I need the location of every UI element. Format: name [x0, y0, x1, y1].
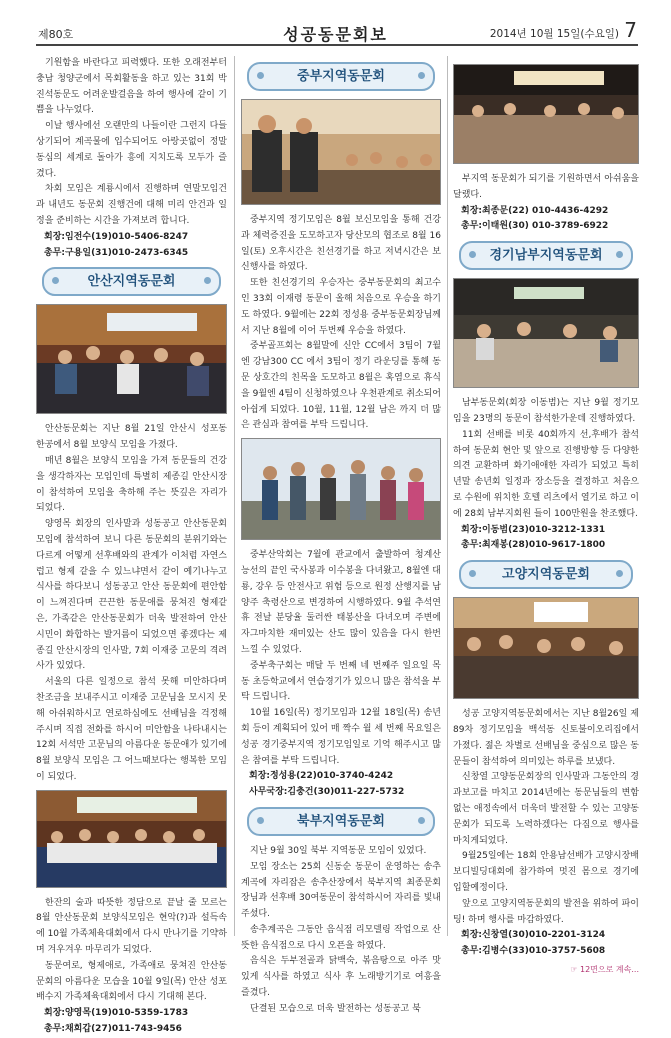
article-paragraph: 모임 장소는 25회 신동순 동문이 운영하는 송추계곡에 자리잡은 송추산장에서 북부지역 최종문회장님과 선후배 30여동문이 참석하시어 자리를 빛내주셨다. — [241, 861, 441, 920]
article-paragraph: 중부지역 정기모임은 8월 보신모임을 통해 건강과 체력증진을 도모하고자 당산모의 협조로 8월 16일(토) 오후시간은 친선경기를 하고 저녁시간은 보신행사를 하였다. — [241, 215, 441, 273]
contact-line: 사무국장:김충건(30)011-227-5732 — [249, 787, 405, 798]
article-paragraph: 부지역 동문회가 되기를 기원하면서 아쉬움을 달랬다. — [453, 174, 639, 200]
column-3 — [453, 56, 639, 975]
article-paragraph: 중부산악회는 7월에 관교에서 출발하여 청계산 능선의 끝인 국사봉과 이수봉을 다녀왔고, 8월엔 대룡, 강우 등 안전사고 위험 등으로 원정 산행지를 남양주 축령산으로 변경하여 시행하였다. 9월 추석연휴 전날 분당율 둘러싼 태봉산을 다녀오며 주변에 자그마치한 재미있는 산도 많이 있음을 다시 한번 느낄 수 있었다. — [241, 550, 441, 655]
article-paragraph: 양영목 회장의 인사말과 성동공고 안산동문회 모임에 참석하여 보니 다른 동문회의 분위기와는 다르게 어떻게 선후배와의 관계가 이처럼 자연스럽고 형제 같을 수 있느냐면서 같이 예기나누고 식사를 하다보니 성동공고 안산 동문회에 편안함이 느껴진다며 끈끈한 동문애를 뭉쳐진 형제같은, 가족같은 안산동문회가 더욱 발전하여 안산시민이 화합하는 발거름이 되었으면 좋겠다는 제종길 안산시장의 인사말, 7회 이재중 고문의 격려사가 있었다. — [36, 519, 227, 672]
newsletter-title: 성공동문회보 — [283, 25, 388, 44]
article-paragraph: 중부축구회는 매달 두 번째 네 번째주 일요일 목동 초등학교에서 연습경기가 있으니 많은 참석을 부탁 드립니다. — [241, 660, 441, 703]
arrow-icon: ☞ — [570, 964, 580, 974]
article-paragraph: 앞으로 고양지역동문회의 발전을 위하여 파이팅! 하며 행사를 마감하였다. — [453, 898, 639, 925]
continued-note — [453, 964, 639, 975]
ansan-banner-photo — [36, 790, 227, 888]
article-paragraph: 신창열 고양동문회장의 인사말과 그동안의 경과보고를 마치고 2014년에는 동문님들의 변함없는 애정속에서 더욱더 발전할 수 있는 고양동문회가 되도록 노력하겠다는 다짐으로 행사를 마치게되었다. — [453, 772, 639, 846]
article-paragraph: 매년 8월은 보양식 모임을 가져 동문들의 건강을 생각하자는 모임인데 특별히 제종길 안산시장이 참석하여 모임을 축하해 주는 뜻깊은 자리가 되었다. — [36, 455, 227, 514]
bukbu-restaurant-photo — [453, 64, 639, 164]
article-paragraph: 9월25일에는 18회 안용남선배가 고양시장배 보디빌딩대회에 참가하여 멋진 몸으로 경기에 입할예정이다. — [453, 851, 639, 893]
article-paragraph: 지난 9월 30일 북부 지역동문 모임이 있었다. — [250, 845, 427, 856]
article-paragraph: 11회 선배를 비롯 40회까지 선,후배가 참석하여 동문회 현안 및 앞으로 진행방향 등 다양한 의견 교환하며 화기애애한 자리가 되었고 특히 년말 송년회 일정과 장소등을 결정하고 처음으로 수원에 위치한 호텔 리츠에서 열기로 하고 이에 28회 남부지회원 들이 100만원을 찬조했다. — [453, 429, 639, 519]
contact-line: 총무:채희갑(27)011-743-9456 — [44, 1024, 182, 1035]
page-header — [0, 18, 671, 44]
article-paragraph: 성공 고양지역동문회에서는 지난 8월26일 제89차 정기모임을 백석동 신토불이오리집에서 가졌다. 젊은 차별로 선배님을 중심으로 많은 동문들이 참석하여 의미있는 하루를 보냈다. — [453, 709, 639, 767]
issue-number: 제80호 — [38, 28, 74, 41]
ansan-section-title: 안산지역동문회 — [42, 267, 221, 296]
contact-line: 총무:최재봉(28)010-9617-1800 — [461, 540, 606, 551]
contact-line: 회장:신창열(30)010-2201-3124 — [461, 930, 606, 941]
contact-line: 회장:정성용(22)010-3740-4242 — [249, 771, 394, 782]
column-1 — [36, 56, 227, 1038]
hiking-group-photo — [241, 438, 441, 540]
column-divider — [447, 56, 448, 936]
page-number: 7 — [624, 18, 637, 42]
article-paragraph: 음식은 두부전골과 닭백숙, 볶음탕으로 아주 맛있게 식사를 하였고 식사 후 노래방기기로 여흥을 즐겼다. — [241, 956, 441, 999]
article-paragraph: 동문여로, 형제애로, 가족애로 뭉쳐진 안산동문회의 아름다운 모습을 10월 9일(목) 안산 성포배수지 가족체육대회에서 다시 기대해 본다. — [36, 960, 227, 1003]
contact-line: 회장:양영목(19)010-5359-1783 — [44, 1008, 189, 1019]
article-paragraph: 서울의 다른 일정으로 참석 못해 미안하다며 찬조금을 보내주시고 이재중 고문님을 모시지 못해 아쉬워하시고 연로하심에도 선배님을 걱정해 주시며 직접 전화를 하시어 미안함을 나타내시는 12회 서석만 고문님의 아름다운 동문애가 있기에 8월 보양식 모임은 그 어느때보다는 행복한 모임이 되었다. — [36, 677, 227, 782]
column-2 — [241, 56, 441, 1018]
jungbu-section-title: 중부지역동문회 — [247, 62, 435, 91]
contact-line: 총무:구용일(31)010-2473-6345 — [44, 247, 189, 258]
jungbu-meeting-photo — [241, 99, 441, 205]
header-rule — [36, 44, 638, 46]
contact-line: 회장:이동범(23)010-3212-1331 — [461, 524, 606, 535]
article-paragraph: 단결된 모습으로 더욱 발전하는 성동공고 북 — [250, 1003, 421, 1014]
contact-line: 회장:최종문(22) 010-4436-4292 — [461, 205, 609, 216]
goyang-meeting-photo — [453, 597, 639, 699]
article-paragraph: 안산동문회는 지난 8월 21일 안산시 성포동 한공에서 8월 보양식 모임을 가졌다. — [36, 424, 227, 451]
article-paragraph: 남부동문회(회장 이동범)는 지난 9월 정기모임을 23명의 동문이 참석한가운데 진행하였다. — [453, 398, 639, 424]
article-paragraph: 기원함을 바란다고 피력했다. 또한 오래전부터 충남 청양군에서 목회활동을 하고 있는 31회 박진석동문도 어려운발걸음을 하여 행사에 같이 기쁨을 나누었다. — [36, 58, 227, 116]
bukbu-section-title: 북부지역동문회 — [247, 807, 435, 836]
article-paragraph: 송추계곡은 그동안 음식점 리모델링 작업으로 산뜻한 음식점으로 다시 오픈을 하였다. — [241, 924, 441, 951]
article-paragraph: 10월 16일(목) 정기모임과 12월 18일(목) 송년회 등이 계획되어 있어 매 짝수 월 세 번째 목요일은 성공 경기중부지역 정기모임일로 기억 해주시고 많은 참여를 부탁 드립니다. — [241, 708, 441, 766]
goyang-section-title: 고양지역동문회 — [459, 560, 633, 589]
contact-line: 총무:이태원(30) 010-3789-6922 — [461, 221, 609, 232]
contact-line: 총무:김병수(33)010-3757-5608 — [461, 946, 606, 957]
column-divider — [234, 56, 235, 936]
article-paragraph: 이날 행사에선 오랜만의 나들이란 그런지 다들 상기되어 계곡물에 입수되어도 아랑곳없이 정말 동심의 세계로 돌아가 흥에 지치도록 모두가 즐겼다. — [36, 121, 227, 179]
contact-line: 회장:임전수(19)010-5406-8247 — [44, 231, 189, 242]
continued-text: 12면으로 계속... — [580, 964, 639, 974]
issue-date: 2014년 10월 15일(수요일) — [489, 28, 619, 40]
gyeonggi-south-photo — [453, 278, 639, 388]
article-paragraph: 한잔의 술과 따뜻한 정담으로 끝날 줄 모르는 8월 안산동문회 보양식모임은 현악(?)과 설득속에 10월 가족체육대회에서 다시 만나기를 기약하며 겨우겨우 마무리가 되었다. — [36, 897, 227, 956]
ansan-group-photo — [36, 304, 227, 414]
article-paragraph: 차회 모임은 계룡시에서 진행하며 연말모임건과 내년도 동문회 진행건에 대해 미리 안건과 일정을 준비하는 시간을 가져보려 합니다. — [36, 184, 227, 226]
article-paragraph: 중부골프회는 8월말에 신안 CC에서 3팀이 7월엔 강남300 CC 에서 3팀이 정기 라운딩를 통해 동문 상호간의 친목을 도모하고 8월은 혹염으로 휴식을 9월엔 4팀이 신청하였으나 우천관계로 취소되어 아쉽게 되었다. 10월, 11월, 12월 남은 까지 더 많은 관심과 참여를 부탁 드립니다. — [241, 341, 441, 431]
article-paragraph: 또한 친선경기의 우승자는 중부동문회의 최고수인 33회 이재령 동문이 올해 처음으로 우승을 하기도 하였다. 9월에는 22회 정성용 중부동문회장님께서 지난 8월에 이어 두번째 우승을 하였다. — [241, 278, 441, 336]
gyeonggi-south-section-title: 경기남부지역동문회 — [459, 241, 633, 270]
